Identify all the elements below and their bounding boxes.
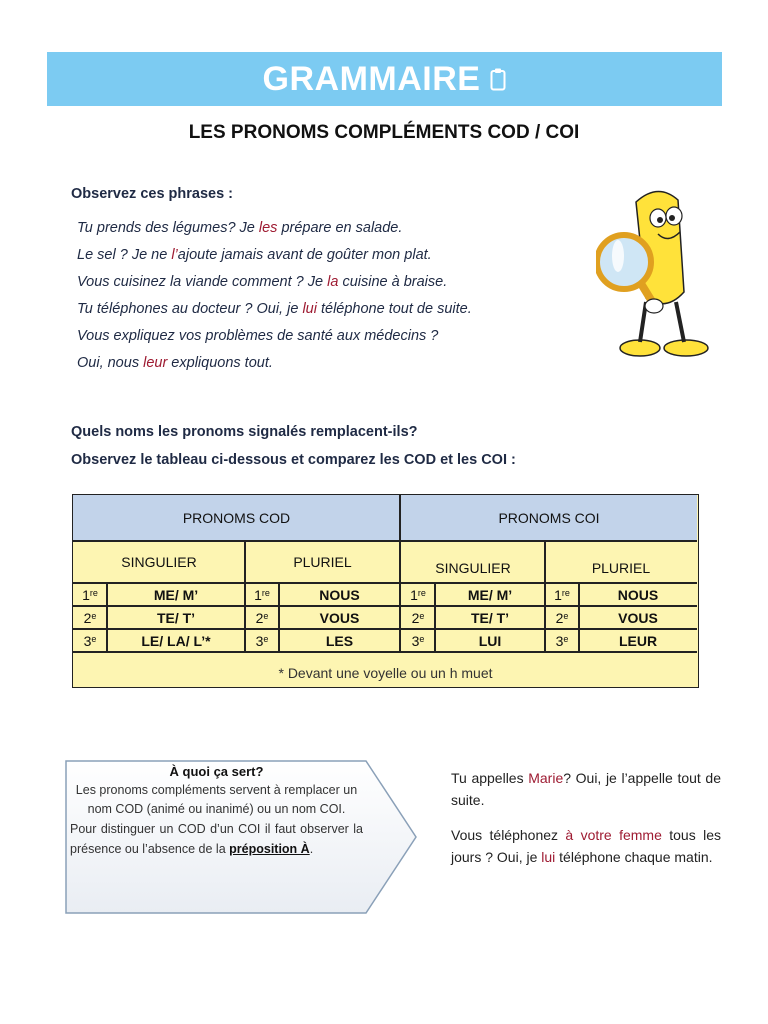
table-rule <box>73 605 697 607</box>
ordinal-3-coi-pl: 3 $^e$ <box>555 632 569 649</box>
table-rule <box>244 541 246 652</box>
ordinal-3-cod-pl: 3 $^e$ <box>255 632 269 649</box>
callout-tip: Pour distinguer un COD d’un COI il faut observer la présence ou l’absence de la préposition À. <box>70 822 363 856</box>
question-2: Observez le tableau ci-dessous et comparez les COD et les COI : <box>71 452 516 468</box>
ordinal-1-coi-pl: 1 $^{re}$ <box>554 586 570 603</box>
ordinal-1-coi-sg: 1 $^{re}$ <box>410 586 426 603</box>
cod-pl-3: LES <box>325 632 354 649</box>
table-rule <box>578 583 580 652</box>
table-rule <box>73 628 697 630</box>
cod-pl-1: NOUS <box>319 586 360 603</box>
example-cod: Tu appelles Marie? Oui, je l’appelle tout de suite. <box>451 770 721 808</box>
table-rule <box>73 651 697 653</box>
callout-title: À quoi ça sert? <box>169 764 264 779</box>
lesson-subtitle: LES PRONOMS COMPLÉMENTS COD / COI <box>188 122 580 143</box>
cod-pluriel-header: PLURIEL <box>293 554 352 570</box>
sentence-1: Tu prends des légumes? Je les prépare en salade. <box>77 220 403 236</box>
ordinal-2-cod-pl: 2 $^e$ <box>255 609 269 626</box>
table-rule <box>73 540 697 542</box>
sentence-4: Tu téléphones au docteur ? Oui, je lui téléphone tout de suite. <box>77 301 472 317</box>
question-1: Quels noms les pronoms signalés remplacent-ils? <box>71 424 418 440</box>
sentence-2: Le sel ? Je ne l’ajoute jamais avant de goûter mon plat. <box>77 247 432 263</box>
page-title: GRAMMAIRE <box>262 59 481 98</box>
ordinal-1-cod-sg: 1 $^{re}$ <box>82 586 98 603</box>
table-rule <box>434 583 436 652</box>
sentence-6: Oui, nous leur expliquons tout. <box>77 355 273 371</box>
example-sentences <box>77 218 597 380</box>
ordinal-2-coi-sg: 2 $^e$ <box>411 609 425 626</box>
coi-pl-2: VOUS <box>618 609 658 626</box>
cod-singulier-header: SINGULIER <box>121 554 197 570</box>
cod-sg-1: ME/ M’ <box>153 586 199 603</box>
sentence-5: Vous expliquez vos problèmes de santé aux médecins ? <box>77 328 439 344</box>
cod-header: PRONOMS COD <box>73 495 400 541</box>
table-rule <box>399 495 401 652</box>
ordinal-1-cod-pl: 1 $^{re}$ <box>254 586 270 603</box>
table-rule <box>106 583 108 652</box>
table-rule <box>544 541 546 652</box>
examples-block <box>451 767 721 881</box>
ordinal-3-cod-sg: 3 $^e$ <box>83 632 97 649</box>
coi-sg-2: TE/ T’ <box>470 609 510 626</box>
table-rule <box>73 582 697 584</box>
coi-pl-1: NOUS <box>617 586 659 603</box>
example-coi: Vous téléphonez à votre femme tous les jours ? Oui, je lui téléphone chaque matin. <box>451 827 721 865</box>
table-rule <box>278 583 280 652</box>
ordinal-2-cod-sg: 2 $^e$ <box>83 609 97 626</box>
sentence-3: Vous cuisinez la viande comment ? Je la cuisine à braise. <box>77 274 448 290</box>
table-footnote: * Devant une voyelle ou un h muet <box>278 665 493 681</box>
coi-sg-1: ME/ M’ <box>467 586 513 603</box>
coi-pluriel-header: PLURIEL <box>591 560 651 576</box>
coi-pl-3: LEUR <box>618 632 658 649</box>
callout-definition: Les pronoms compléments servent à remplacer un nom COD (animé ou inanimé) ou un nom COI. <box>75 783 358 816</box>
ordinal-2-coi-pl: 2 $^e$ <box>555 609 569 626</box>
coi-singulier-header: SINGULIER <box>435 560 511 576</box>
callout-box <box>70 764 363 859</box>
coi-sg-3: LUI <box>478 632 502 649</box>
cod-sg-2: TE/ T’ <box>156 609 196 626</box>
coi-header: PRONOMS COI <box>401 495 697 541</box>
magnifier-mascot-illustration <box>596 182 716 364</box>
cod-pl-2: VOUS <box>319 609 360 626</box>
cod-sg-3: LE/ LA/ L’* <box>141 632 211 649</box>
clipboard-icon <box>490 67 506 91</box>
preposition-highlight: préposition À <box>229 842 310 856</box>
observe-label: Observez ces phrases : <box>71 186 234 202</box>
pronouns-table <box>72 494 699 688</box>
ordinal-3-coi-sg: 3 $^e$ <box>411 632 425 649</box>
title-banner <box>47 52 722 106</box>
